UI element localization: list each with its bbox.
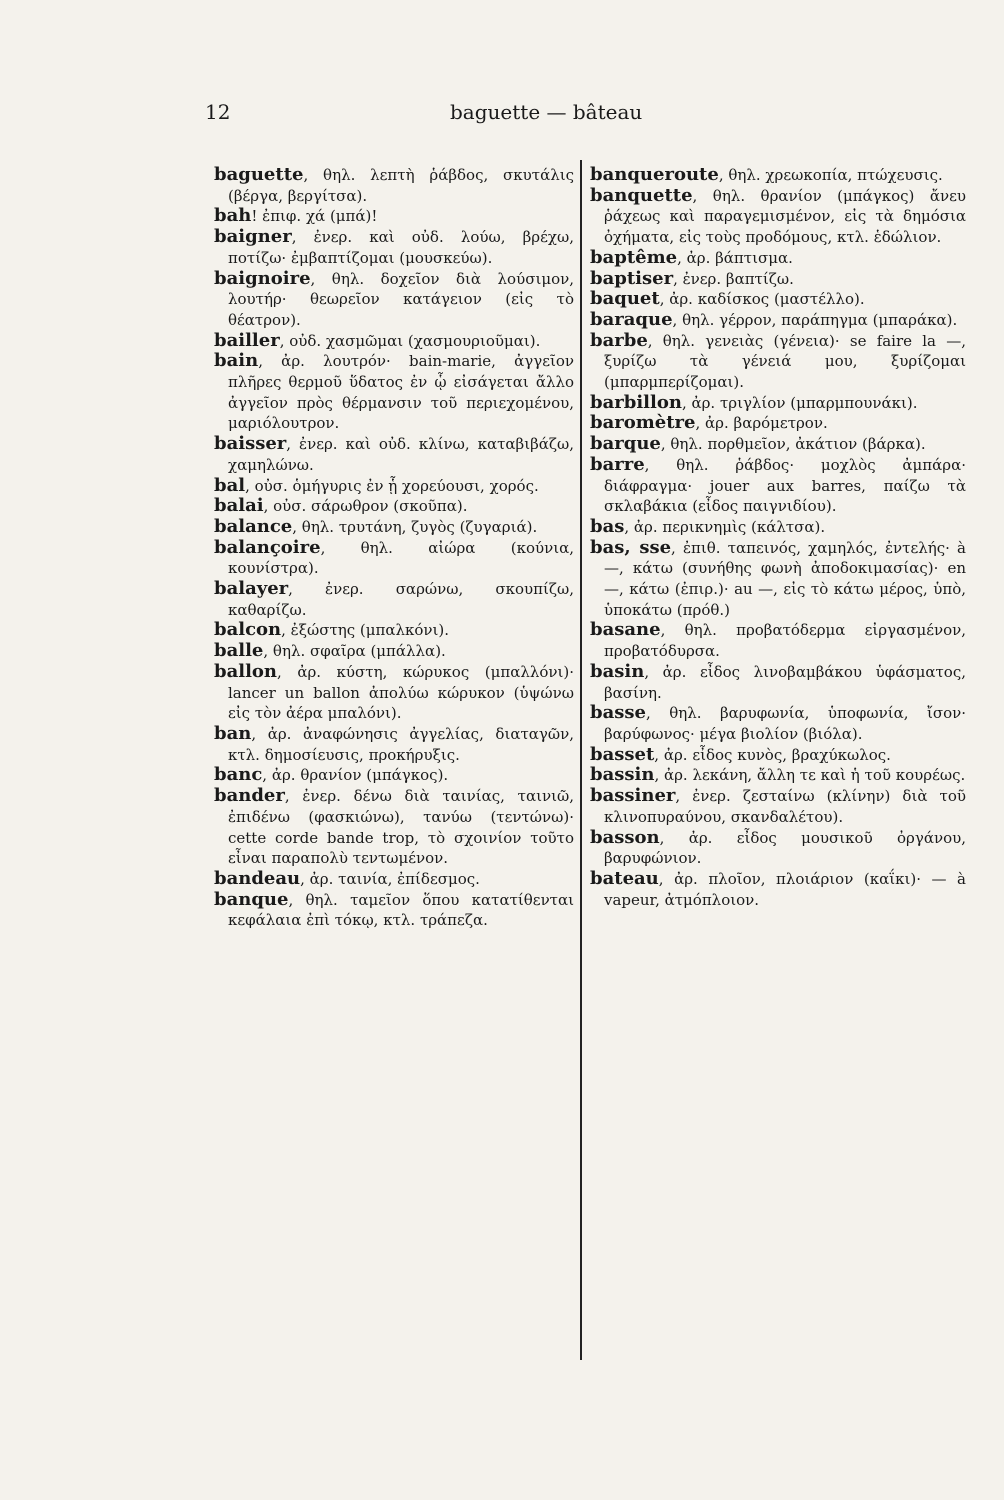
entry-definition: , ἐνερ. ζεσταίνω (κλίνην) διὰ τοῦ κλινοπυραύνου, σκανδαλέτου). [604,787,966,826]
entry-headword: bandeau [214,867,301,889]
entry-definition: , ἐξώστης (μπαλκόνι). [281,621,450,640]
entry-headword: baigner [214,226,292,248]
entry-definition: , θηλ. χρεωκοπία, πτώχευσις. [718,166,943,184]
entry-headword: bailler [214,329,280,351]
dictionary-entry [590,517,966,538]
dictionary-entry [590,289,966,310]
entry-headword: balançoire [214,536,321,558]
entry-definition: , ἀρ. ἀναφώνησις ἀγγελίας, διαταγῶν, κτλ. δημοσίευσις, προκήρυξις. [228,724,574,764]
entry-definition: , ἀρ. βαρόμετρον. [695,414,828,433]
entry-headword: baguette [214,164,304,185]
dictionary-entry [590,186,966,248]
entry-definition: , ἀρ. τριγλίον (μπαρμπουνάκι). [681,393,918,412]
dictionary-entry [214,890,574,931]
entry-definition: , ἐπιθ. ταπεινός, χαμηλός, ἐντελής· à —, κάτω (συνήθης φωνὴ ἀποδοκιμασίας)· en —, κάτω (ἐπιρ.)· au —, εἰς τὸ κάτω μέρος, ὑπὸ, ὑποκάτω (πρόθ.) [604,538,966,619]
dictionary-entry [214,662,574,724]
entry-headword: bas [590,515,625,537]
entry-headword: balle [214,640,264,662]
entry-headword: baptiser [590,267,674,289]
dictionary-entry [590,786,966,827]
entry-headword: barbe [590,329,648,351]
dictionary-entry [590,703,966,744]
entry-definition: , θηλ. ταμεῖον ὅπου κατατίθενται κεφάλαια ἐπὶ τόκῳ, κτλ. τράπεζα. [228,890,574,930]
entry-headword: basin [590,660,645,682]
entry-headword: barque [590,433,661,455]
entry-headword: baisser [214,433,287,455]
entry-headword: banque [214,888,289,910]
entry-headword: baraque [590,308,673,330]
entry-headword: baignoire [214,267,311,289]
dictionary-entry [590,393,966,414]
page-number: 12 [205,100,231,124]
entry-headword: bas, sse [590,536,672,558]
dictionary-entry [214,786,574,869]
entry-headword: baromètre [590,412,696,434]
dictionary-entry [214,869,574,890]
entry-definition: , ἀρ. εἶδος κυνὸς, βραχύκωλος. [654,745,891,764]
entry-definition: , θηλ. γενειὰς (γένεια)· se faire la —, ξυρίζω τὰ γένειά μου, ξυρίζομαι (μπαρμπερίζομαι). [604,331,966,392]
entry-definition: , ἀρ. πλοῖον, πλοιάριον (καΐκι)· — à vapeur, ἀτμόπλοιον. [604,869,966,909]
entry-headword: bassin [590,764,655,786]
entry-definition: , θηλ. θρανίον (μπάγκος) ἄνευ ῥάχεως καὶ παραγεμισμένον, εἰς τὰ δημόσια ὀχήματα, εἰς τοὺς προδόμους, κτλ. ἑδώλιον. [604,186,966,247]
right-column [590,165,966,910]
running-head: baguette — bâteau [450,100,643,124]
entry-definition: , θηλ. γέρρον, παράπηγμα (μπαράκα). [672,310,958,329]
dictionary-entry [590,455,966,517]
dictionary-entry [590,331,966,393]
dictionary-entry [214,765,574,786]
entry-definition: , θηλ. πορθμεῖον, ἀκάτιον (βάρκα). [660,435,926,454]
dictionary-entry [214,165,574,206]
entry-headword: basse [590,702,646,724]
dictionary-entry [214,206,574,227]
entry-definition: , θηλ. ῥάβδος· μοχλὸς ἀμπάρα· διάφραγμα· jouer aux barres, παίζω τὰ σκλαβάκια (εἶδος παιγνιδίου). [604,455,966,516]
entry-definition: , οὐσ. ὁμήγυρις ἐν ᾗ χορεύουσι, χορός. [245,476,539,495]
entry-headword: barbillon [590,391,682,413]
dictionary-entry [590,662,966,703]
dictionary-entry [214,434,574,475]
entry-definition: , ἀρ. περικνημὶς (κάλτσα). [624,517,826,536]
entry-definition: , ἀρ. κύστη, κώρυκος (μπαλλόνι)· lancer un ballon ἀπολύω κώρυκον (ὑψώνω εἰς τὸν ἀέρα μπαλόνι). [228,662,574,723]
entry-definition: , ἀρ. καδίσκος (μαστέλλο). [659,290,865,309]
entry-headword: ban [214,722,252,744]
dictionary-entry [590,413,966,434]
entry-definition: , θηλ. λεπτὴ ῥάβδος, σκυτάλις (βέργα, βεργίτσα). [228,166,574,205]
entry-headword: bah [214,205,252,227]
entry-definition: , ἐνερ. βαπτίζω. [673,269,794,288]
entry-headword: bain [214,350,259,372]
dictionary-entry [590,310,966,331]
dictionary-entry [590,538,966,621]
column-divider [580,160,582,1360]
dictionary-entry [214,641,574,662]
dictionary-entry [214,724,574,765]
page-header [205,100,665,130]
dictionary-entry [214,476,574,497]
dictionary-entry [214,331,574,352]
entry-headword: balance [214,515,293,537]
entry-headword: baquet [590,288,660,310]
entry-definition: , ἀρ. βάπτισμα. [677,248,793,267]
entry-definition: , ἐνερ. καὶ οὐδ. κλίνω, καταβιβάζω, χαμηλώνω. [228,435,574,474]
entry-headword: banc [214,764,263,786]
entry-definition: , ἐνερ. καὶ οὐδ. λούω, βρέχω, ποτίζω· ἐμβαπτίζομαι (μουσκεύω). [228,228,574,267]
dictionary-entry [590,745,966,766]
entry-headword: baptême [590,246,678,268]
entry-headword: basson [590,826,660,848]
entry-headword: bateau [590,867,659,889]
entry-headword: balayer [214,578,289,600]
entry-definition: , οὐσ. σάρωθρον (σκοῦπα). [263,497,468,516]
entry-definition: , ἀρ. λεκάνη, ἄλλη τε καὶ ἡ τοῦ κουρέως. [654,766,966,785]
dictionary-entry [214,517,574,538]
entry-definition: , ἀρ. λουτρόν· bain-marie, ἀγγεῖον πλῆρες θερμοῦ ὕδατος ἐν ᾧ εἰσάγεται ἄλλο ἀγγεῖον πρὸς θέρμανσιν τοῦ περιεχομένου, μαριόλουτρον. [228,352,574,433]
entry-definition: , ἀρ. θρανίον (μπάγκος). [262,766,449,785]
dictionary-entry [214,269,574,331]
entry-headword: ballon [214,660,278,682]
entry-definition: , θηλ. δοχεῖον διὰ λούσιμον, λουτήρ· θεωρεῖον κατάγειον (εἰς τὸ θέατρον). [228,269,574,329]
dictionary-entry [590,434,966,455]
entry-headword: bal [214,474,246,496]
entry-definition: , ἐνερ. δένω διὰ ταινίας, ταινιῶ, ἐπιδένω (φασκιώνω), τανύω (τεντώνω)· cette corde bande trop, τὸ σχοινίον τοῦτο εἶναι παραπολὺ τεντωμένον. [228,787,574,868]
entry-headword: basane [590,619,661,641]
entry-definition: , θηλ. σφαῖρα (μπάλλα). [263,642,446,661]
entry-headword: bassiner [590,785,676,807]
dictionary-entry [590,765,966,786]
dictionary-entry [214,620,574,641]
entry-definition: , θηλ. βαρυφωνία, ὑποφωνία, ἴσον· βαρύφωνος· μέγα βιολίον (βιόλα). [604,704,966,743]
entry-definition: , θηλ. προβατόδερμα εἰργασμένον, προβατόδυρσα. [604,621,966,661]
entry-headword: bander [214,785,285,807]
dictionary-entry [214,538,574,579]
entry-headword: balai [214,495,264,517]
dictionary-entry [214,227,574,268]
entry-definition: , ἐνερ. σαρώνω, σκουπίζω, καθαρίζω. [228,580,574,619]
dictionary-entry [590,869,966,910]
entry-definition: ! ἐπιφ. χά (μπά)! [251,207,378,226]
dictionary-entry [214,351,574,434]
entry-headword: balcon [214,619,282,641]
entry-definition: , θηλ. τρυτάνη, ζυγὸς (ζυγαριά). [292,517,538,536]
dictionary-entry [590,828,966,869]
dictionary-entry [590,165,966,186]
entry-definition: , ἀρ. ταινία, ἐπίδεσμος. [300,869,480,888]
dictionary-entry [214,579,574,620]
dictionary-entry [590,248,966,269]
dictionary-entry [590,269,966,290]
entry-definition: , οὐδ. χασμῶμαι (χασμουριοῦμαι). [279,331,541,350]
entry-definition: , θηλ. αἰώρα (κούνια, κουνίστρα). [228,538,574,578]
dictionary-entry [214,496,574,517]
left-column [214,165,574,931]
entry-headword: basset [590,743,655,765]
entry-definition: , ἀρ. εἶδος λινοβαμβάκου ὑφάσματος, βασίνη. [604,662,966,702]
entry-headword: banquette [590,184,693,206]
entry-headword: banqueroute [590,164,719,185]
entry-definition: , ἀρ. εἶδος μουσικοῦ ὀργάνου, βαρυφώνιον. [604,828,966,868]
entry-headword: barre [590,453,645,475]
dictionary-entry [590,620,966,661]
